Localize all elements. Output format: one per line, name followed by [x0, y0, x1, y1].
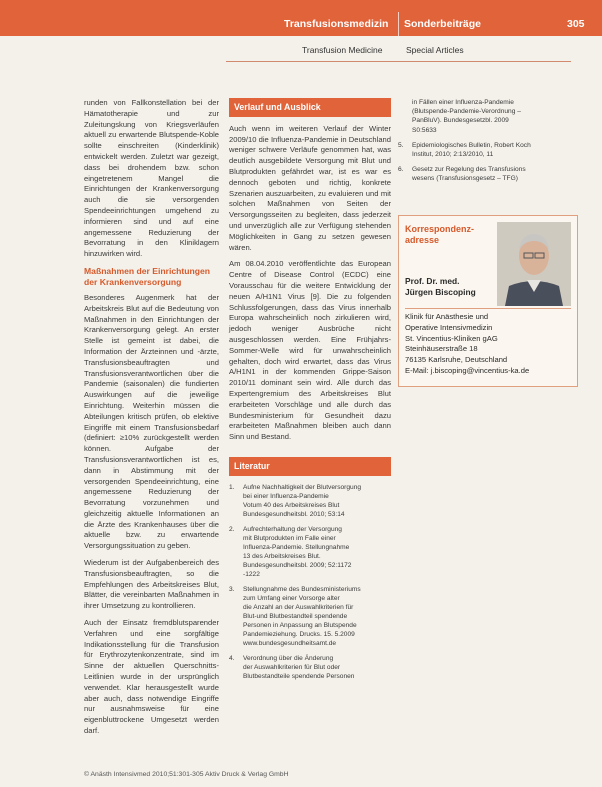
section-header-bar [0, 0, 602, 36]
reference-line: Verordnung über die Änderung [243, 654, 334, 662]
reference-number: 6. [398, 165, 404, 173]
reference-number: 3. [229, 585, 235, 593]
reference-list [229, 483, 391, 681]
reference-list [398, 141, 573, 183]
reference-line: in Fällen einer Influenza-Pandemie [412, 99, 514, 106]
literature-heading: Literatur [229, 457, 391, 476]
reference-line: Aufne Nachhaltigkeit der Blutversorgung [243, 483, 362, 491]
reference-item [229, 654, 391, 681]
column-right [398, 98, 573, 189]
reference-line: Aufrechterhaltung der Versorgung [243, 525, 342, 533]
correspondence-box [398, 215, 578, 387]
section-heading-box: Verlauf und Ausblick [229, 98, 391, 117]
reference-line: Influenza-Pandemie. Stellungnahme [243, 543, 350, 551]
paragraph: Wiederum ist der Aufgabenbereich des Transfusionsbeauftragten, so die Empfehlungen des Arbeitskreises Blut, Blätter, die vereinbarten Maßnahmen in ihrer Umsetzung zu kontrollieren. [84, 558, 219, 611]
correspondence-title-line: adresse [405, 235, 440, 245]
reference-line: Pandemieziehung. Drucks. 15. 5.2009 [243, 630, 355, 638]
paragraph: runden von Fallkonstellation bei der Hämatotherapie und zur Zuleitungskung von Kriegsverläufen aktuell zu erwartende Blutspende-Koble sollte einschreiten (Kinderklinik) entwickelt werden. Zuletzt war gezeigt, dass bei drohendem bzw. schon eingetretenem Mangel die Einrichtungen der Krankenversorgung auch die sie versorgenden Spendeeinrichtungen umgehend zu informieren sind und auf eine angemessene Reduzierung der Bevorratung in den Kliniklagern hinzuwirken wird. [84, 98, 219, 259]
reference-number: 2. [229, 525, 235, 533]
header-rule [226, 61, 571, 62]
reference-line: Gesetz zur Regelung des Transfusions [412, 165, 526, 173]
reference-number: 1. [229, 483, 235, 491]
reference-line: -1222 [243, 570, 260, 578]
correspondence-title [405, 224, 474, 246]
section-heading: Maßnahmen der Einrichtungen der Krankenversorgung [84, 265, 211, 287]
author-email[interactable]: E-Mail: j.biscoping@vincentius-ka.de [405, 365, 530, 375]
address-line: Steinhäuserstraße 18 [405, 344, 478, 354]
address-line: St. Vincentius-Kliniken gAG [405, 333, 498, 343]
reference-line: Personen in Anpassung an Blutspende [243, 621, 357, 629]
reference-line: Institut, 2010; 2:13/2010, 11 [412, 150, 494, 158]
reference-number: 5. [398, 141, 404, 149]
section-title-left: Transfusionsmedizin [284, 18, 389, 30]
reference-continuation [398, 98, 573, 135]
column-left [84, 98, 219, 743]
reference-line: Bundesgesundheitsbl. 2010; 53:14 [243, 510, 345, 518]
author-name-line: Prof. Dr. med. [405, 276, 460, 286]
reference-line: zum Umfang einer Vorsorge alter [243, 594, 340, 602]
reference-line: 13 des Arbeitskreises Blut. [243, 552, 321, 560]
reference-line: Blut-und Blutbestandteil spendende [243, 612, 348, 620]
reference-line: bei einer Influenza-Pandemie [243, 492, 329, 500]
reference-item [229, 483, 391, 519]
paragraph: Besonderes Augenmerk hat der Arbeitskreis Blut auf die Bedeutung von Maßnahmen in den Einrichtungen der Krankenversorgung gelegt. An erster Stelle ist gemeint ist dabei, die Information der Ärzteinnen und -ärzte, Transfusionsbeauftragten und Transfusionsverantwortlichen über die Pandemie (saisonalen) die fundierten Auswirkungen auf die jeweilige Einrichtung. Weiterhin müssen die Abteilungen kritisch prüfen, ob elektive Eingriffe mit einem Transfusionsbedarf (definiert: ≥10% zurückgestellt werden können. Aufgabe der Transfusionsverantwortlichen ist es, dann in Abstimmung mit der versorgenden Spendeeinrichtung, eine angemessene Reduzierung der Bevorratung vorzunehmen und gleichzeitig aktuelle Informationen an die Ärzte des Krankenhauses über die aktuelle bzw. zu erwartende Versorgungssituation zu geben. [84, 292, 219, 551]
paragraph: Auch der Einsatz fremdblutsparender Verfahren und eine sorgfältige Indikationsstellung für die Transfusion für Erythrozytenkonzentrate, sind im Sinne der aktuellen Querschnitts-Leitlinien wurde in der ursprünglich verwendet. Klar herausgestellt wurde aber auch, dass notwendige Eingriffe nur ausnahmsweise für eine eigenbluttrockene Umgesetzt werden darf. [84, 618, 219, 736]
page-number: 305 [567, 18, 585, 30]
reference-line: Bundesgesundheitsbl. 2009; 52:1172 [243, 561, 352, 569]
reference-item [398, 165, 573, 183]
address-line: Klinik für Anästhesie und [405, 312, 489, 321]
reference-line: Votum 40 des Arbeitskreises Blut [243, 501, 340, 509]
column-middle [229, 98, 391, 687]
paragraph: Auch wenn im weiteren Verlauf der Winter 2009/10 die Influenza-Pandemie in Deutschland weniger schwere Verläufe genommen hat, was deutlich ausgebildete Versorgung mit Blut und Blutprodukten gefährdet war, ist es war es dennoch geboten und richtig, konkrete Szenarien auszuarbeiten, zu evaluieren und mit solchen Maßnahmen von Seiten der Versorgungsseiten zu begleiten, dass jederzeit und unverzüglich alle zur Verfügung stehenden Möglichkeiten in Gang zu setzen gewesen wären. [229, 123, 391, 252]
correspondence-title-line: Korrespondenz- [405, 224, 475, 234]
section-title-right: Sonderbeiträge [404, 18, 482, 30]
author-address [405, 312, 529, 377]
author-portrait-photo [497, 222, 571, 306]
author-name-line: Jürgen Biscoping [405, 287, 476, 297]
reference-number: 4. [229, 654, 235, 662]
subtitle-left: Transfusion Medicine [302, 45, 383, 55]
reference-line: PanBluV). Bundesgesetzbl. 2009 [412, 117, 509, 125]
reference-item [398, 141, 573, 159]
divider [405, 308, 571, 309]
paragraph: Am 08.04.2010 veröffentlichte das European Centre of Disease Control (ECDC) eine Vorausschau für die weitere Entwicklung der neuen A/H1N1 Virus [9]. Die zu folgenden Schlussfolgerungen, dass das Virus innerhalb Europa wahrscheinlich noch zirkulieren wird, jedoch weniger Ausbrüche nicht ausgeschlossen werden. Eine Frühjahrs-Sommer-Welle wird für unwahrscheinlich gehalten, doch wird erwartet, dass das Virus A/H1N1 in der kommenden Grippe-Saison 2010/11 dominant sein wird. Alle durch das Expertengremium des Arbeitskreises Blut erarbeiteten Vorschläge und alle durch das Bundesministerium für Gesundheit dazu erarbeiteten Maßnahmen bleiben auch dann Sinn und Bestand. [229, 259, 391, 442]
reference-item [229, 525, 391, 579]
reference-line: mit Blutprodukten im Falle einer [243, 534, 336, 542]
address-line: 76135 Karlsruhe, Deutschland [405, 355, 508, 365]
reference-line: die Anzahl an der Auswahlkriterien für [243, 603, 354, 611]
reference-line: S0:5633 [412, 126, 437, 134]
author-name [405, 276, 476, 298]
reference-line: wesens (Transfusionsgesetz – TFG) [412, 174, 518, 182]
address-line: Operative Intensivmedizin [405, 322, 493, 332]
reference-line: der Auswahlkriterien für Blut oder [243, 663, 341, 671]
subtitle-right: Special Articles [406, 45, 464, 55]
page-footer: © Anästh Intensivmed 2010;51:301-305 Aktiv Druck & Verlag GmbH [84, 771, 289, 778]
reference-item [229, 585, 391, 648]
reference-line: www.bundesgesundheitsamt.de [243, 639, 337, 647]
header-divider [398, 12, 399, 36]
author-portrait-graphic [497, 222, 571, 306]
reference-line: Epidemiologisches Bulletin, Robert Koch [412, 141, 531, 149]
reference-line: (Blutspende-Pandemie-Verordnung – [412, 108, 521, 116]
reference-line: Stellungnahme des Bundesministeriums [243, 585, 361, 593]
reference-line: Blutbestandteile spendende Personen [243, 672, 355, 680]
